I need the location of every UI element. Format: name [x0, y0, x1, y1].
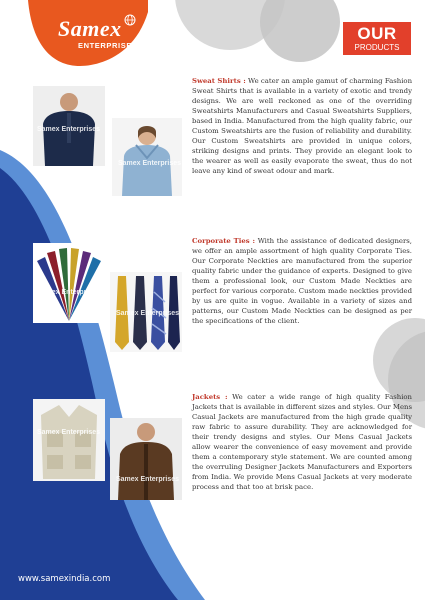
badge-line1: OUR [357, 24, 397, 43]
ties-body: With the assistance of dedicated designers, we offer an ample assortment of high quality Corporate Ties. Our Corporate Neckties are manufactured from the superior quality fabric under the guidance of experts. Designed to give them a professional look, our Custom Made Neckties are perfect for various corporate. Custom made neckties provided by us are quite in vogue. Available in a variety of sizes and patterns, our Custom Made Neckties can be designed as per the specifications of the client. [192, 237, 412, 325]
brand-logo [40, 10, 150, 62]
ties-description [192, 236, 412, 326]
sweatshirts-body: We cater an ample gamut of charming Fashion Sweat Shirts that is available in a variety of exotic and trendy designs. We are well reckoned as one of the overriding Sweatshirts Manufacturers and Casual Sweatshirts Suppliers, based in India. Manufactured from the high quality fabric, our Custom Sweatshirts are the fusion of reliability and durability. Our Custom Sweatshirts are provided in unique colors, striking designs and prints. They provide an elegant look to the wearer as well as easily evaporate the sweat, thus do not leave any kind of sweat odour and mark. [192, 77, 413, 175]
photo-watermark: Samex Enterprises [37, 289, 101, 296]
jackets-title: Jackets : [192, 393, 228, 401]
sweatshirts-description [192, 76, 412, 176]
photo-watermark: Samex Enterprises [116, 476, 180, 483]
badge-line2: PRODUCTS [354, 43, 400, 52]
jacket-vest-photo [33, 399, 105, 481]
jacket-man-photo [110, 418, 182, 500]
photo-watermark: Samex Enterprises [118, 160, 182, 167]
sweatshirt-woman-photo [112, 118, 182, 196]
ties-title: Corporate Ties : [192, 237, 256, 245]
ties-row-photo [110, 272, 182, 352]
photo-watermark: Samex Enterprises [37, 429, 101, 436]
photo-watermark: Samex Enterprises [116, 310, 180, 317]
sweatshirt-man-photo [33, 86, 105, 166]
photo-watermark: Samex Enterprises [37, 126, 101, 133]
brand-name: Samex [58, 16, 122, 41]
footer-website-link[interactable]: www.samexindia.com [18, 574, 111, 584]
jackets-description [192, 392, 412, 492]
brand-subtitle: ENTERPRISES [78, 41, 138, 50]
ties-fan-photo [33, 243, 105, 323]
our-products-badge [343, 22, 411, 55]
globe-icon [124, 14, 136, 26]
sweatshirts-title: Sweat Shirts : [192, 77, 246, 85]
jackets-body: We cater a wide range of high quality Fashion Jackets that is available in different sizes and styles. Our Mens Casual Jackets are manufactured from the high grade quality raw fabric to assure durability. They are acknowledged for their trendy designs and styles. Our Mens Casual Jackets allow wearer the convenience of easy movement and provide them a contemporary style statement. We are counted among the overruling Designer Jackets Manufacturers and Exporters from India. We provide Mens Casual Jackets at very moderate process and that too at brisk pace. [192, 393, 412, 491]
